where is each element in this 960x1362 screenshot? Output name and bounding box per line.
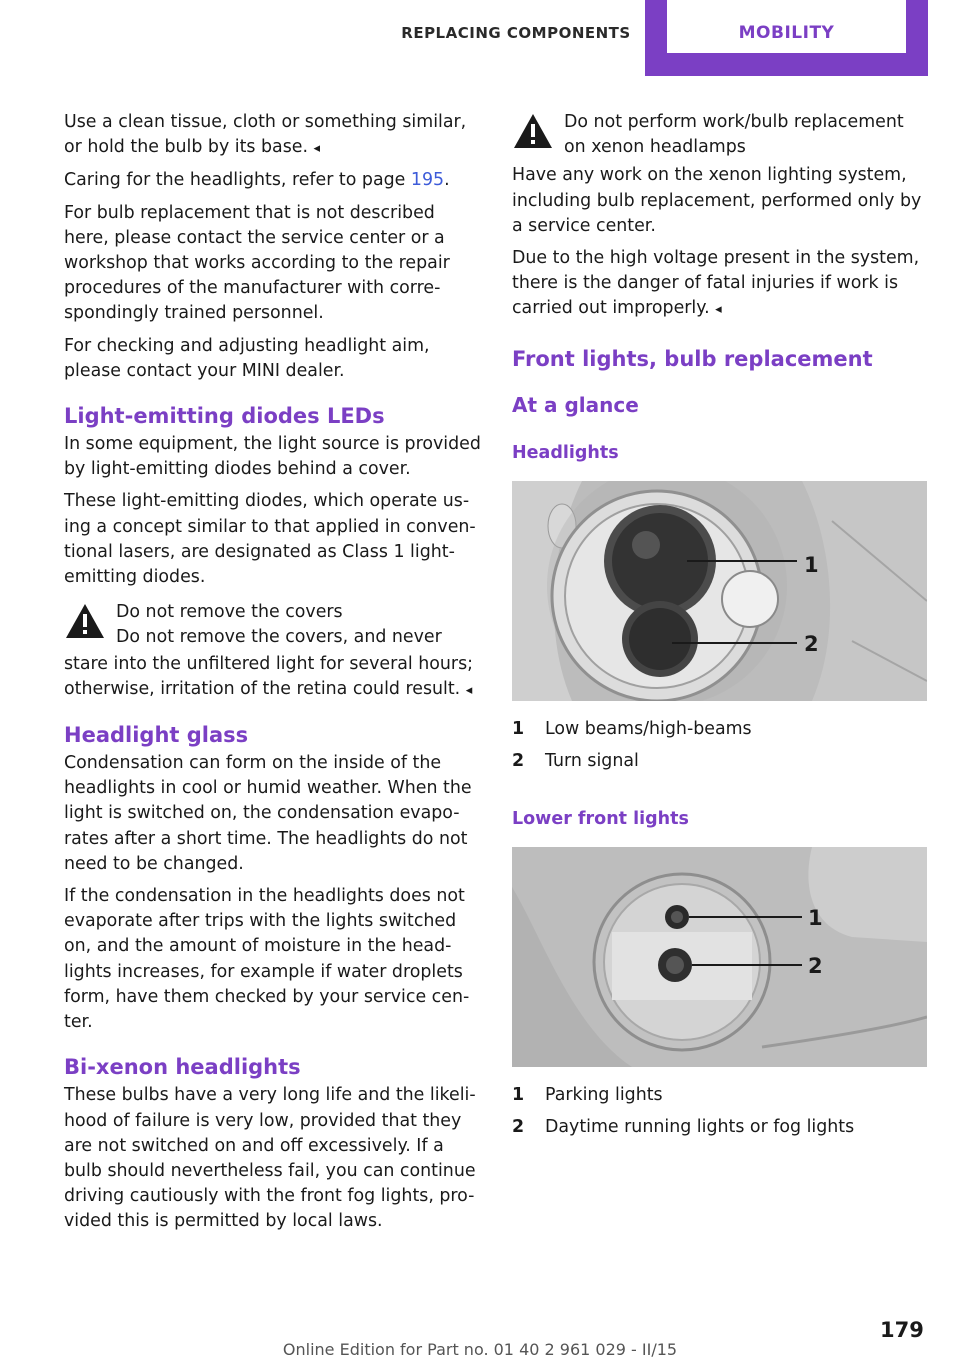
end-mark-icon: ◂ — [715, 302, 722, 318]
paragraph: Due to the high voltage present in the system, there is the danger of fatal injuries if work is carried out improperly. ◂ — [512, 248, 920, 319]
legend-text: Low beams/high-beams — [545, 718, 752, 739]
paragraph: Condensation can form on the inside of the headlights in cool or humid weather. When the light is switched on, the condensation evapo- rates after a short time. The headlights do not need to be changed. — [64, 753, 472, 874]
legend-number: 2 — [512, 1116, 525, 1137]
chapter-tab-label: MOBILITY — [667, 0, 906, 53]
legend-item — [512, 713, 930, 745]
paragraph: If the condensation in the headlights does not evaporate after trips with the lights switched on, and the amount of moisture in the head- lights increases, for example if water droplets form, have them checked by your service cen- ter. — [64, 886, 470, 1033]
callout-1: 1 — [808, 905, 823, 930]
heading-bi-xenon: Bi-xenon headlights — [64, 1055, 301, 1080]
callout-1: 1 — [804, 552, 819, 577]
section-header: REPLACING COMPONENTS — [401, 24, 631, 42]
legend-number: 2 — [512, 750, 525, 771]
paragraph: These bulbs have a very long life and the likeli- hood of failure is very low, provided that they are not switched on and off excessively. If a bulb should nevertheless fail, you can continue driving cautiously with the front fog lights, pro- vided this is permitted by local laws. — [64, 1085, 476, 1232]
warning-block — [64, 600, 484, 703]
end-mark-icon: ◂ — [465, 682, 473, 698]
heading-front-lights: Front lights, bulb replacement — [512, 346, 873, 371]
heading-lower-front-lights: Lower front lights — [512, 808, 689, 829]
paragraph: Use a clean tissue, cloth or something similar, or hold the bulb by its base. ◂ — [64, 112, 467, 158]
legend-text: Parking lights — [545, 1084, 663, 1105]
warning-title: Do not perform work/bulb replacement on xenon headlamps — [564, 112, 904, 158]
heading-headlight-glass: Headlight glass — [64, 723, 249, 748]
edition-footer: Online Edition for Part no. 01 40 2 961 029 - II/15 — [282, 1340, 678, 1359]
legend-item — [512, 1079, 930, 1111]
lower-front-lights-figure — [512, 847, 927, 1067]
warning-icon — [64, 602, 106, 640]
right-column — [512, 110, 930, 1143]
heading-at-a-glance: At a glance — [512, 392, 639, 417]
heading-led: Light-emitting diodes LEDs — [64, 404, 385, 429]
legend-number: 1 — [512, 718, 525, 739]
warning-text-continued: stare into the unfiltered light for several hours; otherwise, irritation of the retina could result. ◂ — [64, 653, 474, 699]
end-mark-icon: ◂ — [313, 141, 321, 157]
callout-2: 2 — [808, 953, 823, 978]
legend-item — [512, 1111, 930, 1143]
paragraph: These light-emitting diodes, which operate us- ing a concept similar to that applied in conven- tional lasers, are designated as Class 1 light- emitting diodes. — [64, 491, 476, 588]
warning-icon — [512, 112, 554, 150]
page-reference-link[interactable]: 195 — [410, 170, 445, 191]
paragraph: Caring for the headlights, refer to page 195. — [64, 170, 450, 191]
headlights-legend — [512, 713, 930, 777]
page-number: 179 — [880, 1318, 924, 1342]
callout-2: 2 — [804, 631, 819, 656]
legend-text: Turn signal — [545, 750, 639, 771]
legend-number: 1 — [512, 1084, 525, 1105]
warning-title: Do not remove the covers — [116, 602, 343, 623]
left-column — [64, 110, 484, 1242]
paragraph: In some equipment, the light source is provided by light-emitting diodes behind a cover. — [64, 434, 481, 480]
lower-front-lights-legend — [512, 1079, 930, 1143]
warning-text: Do not remove the covers, and never — [116, 627, 442, 648]
paragraph: For bulb replacement that is not described here, please contact the service center or a workshop that works according to the repair procedures of the manufacturer with corre- spondingly trained personnel. — [64, 202, 450, 324]
heading-headlights: Headlights — [512, 442, 619, 463]
chapter-tab — [645, 0, 928, 76]
paragraph: For checking and adjusting headlight aim, please contact your MINI dealer. — [64, 335, 430, 381]
paragraph: Have any work on the xenon lighting system, including bulb replacement, performed only by a service center. — [512, 165, 922, 236]
headlights-figure — [512, 481, 927, 701]
legend-item — [512, 745, 930, 777]
legend-text: Daytime running lights or fog lights — [545, 1116, 855, 1137]
warning-block — [512, 110, 930, 160]
